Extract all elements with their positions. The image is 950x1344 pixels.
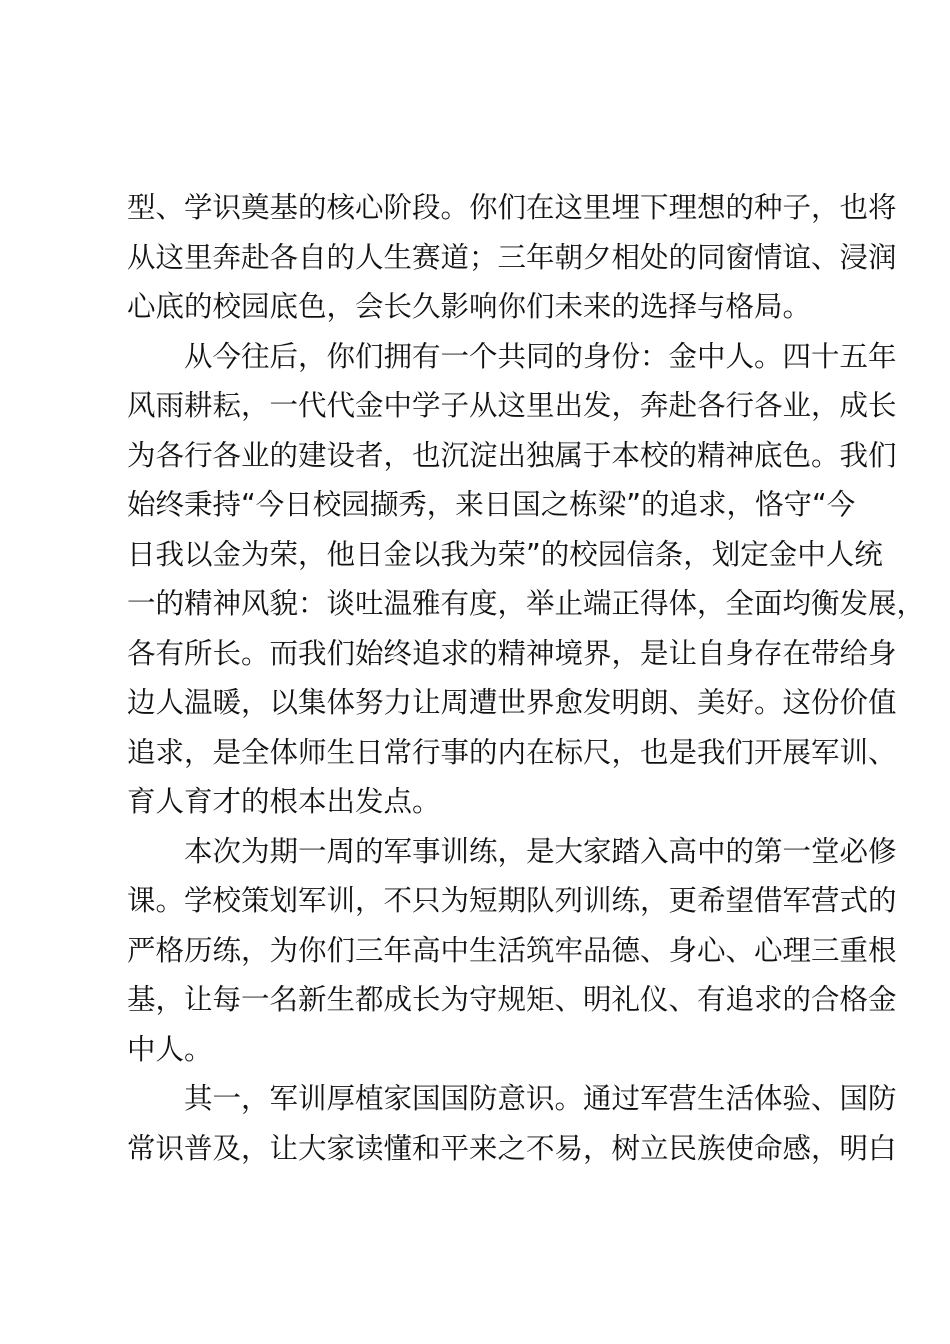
paragraph-first-line: 本次为期一周的军事训练，是大家踏入高中的第一堂必修 [184, 834, 897, 868]
text-line: 严格历练，为你们三年高中生活筑牢品德、身心、心理三重根 [127, 933, 897, 967]
text-line: 各有所长。而我们始终追求的精神境界，是让自身存在带给身 [127, 636, 897, 670]
text-line: 基，让每一名新生都成长为守规矩、明礼仪、有追求的合格金 [127, 983, 897, 1016]
text-line: 心底的校园底色，会长久影响你们未来的选择与格局。 [127, 290, 812, 323]
text-line: 日我以金为荣，他日金以我为荣”的校园信条，划定金中人统 [127, 537, 883, 571]
text-line: 追求，是全体师生日常行事的内在标尺，也是我们开展军训、 [127, 735, 897, 769]
text-line: 常识普及，让大家读懂和平来之不易，树立民族使命感，明白 [127, 1131, 897, 1165]
text-line: 育人育才的根本出发点。 [127, 785, 441, 818]
paragraph-first-line: 从今往后，你们拥有一个共同的身份：金中人。四十五年 [184, 339, 897, 373]
body-text [127, 183, 926, 1173]
text-line: 一的精神风貌：谈吐温雅有度，举止端正得体，全面均衡发展， [127, 587, 926, 620]
text-line: 边人温暖，以集体努力让周遭世界愈发明朗、美好。这份价值 [127, 686, 897, 719]
text-line: 风雨耕耘，一代代金中学子从这里出发，奔赴各行各业，成长 [127, 389, 897, 422]
text-line: 中人。 [127, 1032, 213, 1066]
text-line: 始终秉持“今日校园撷秀，来日国之栋梁”的追求，恪守“今 [127, 488, 856, 521]
text-line: 型、学识奠基的核心阶段。你们在这里埋下理想的种子，也将 [127, 191, 897, 224]
text-line: 为各行各业的建设者，也沉淀出独属于本校的精神底色。我们 [127, 438, 897, 472]
text-line: 从这里奔赴各自的人生赛道；三年朝夕相处的同窗情谊、浸润 [127, 240, 897, 274]
text-line: 课。学校策划军训，不只为短期队列训练，更希望借军营式的 [127, 884, 897, 917]
paragraph-first-line: 其一，军训厚植家国国防意识。通过军营生活体验、国防 [184, 1082, 897, 1115]
